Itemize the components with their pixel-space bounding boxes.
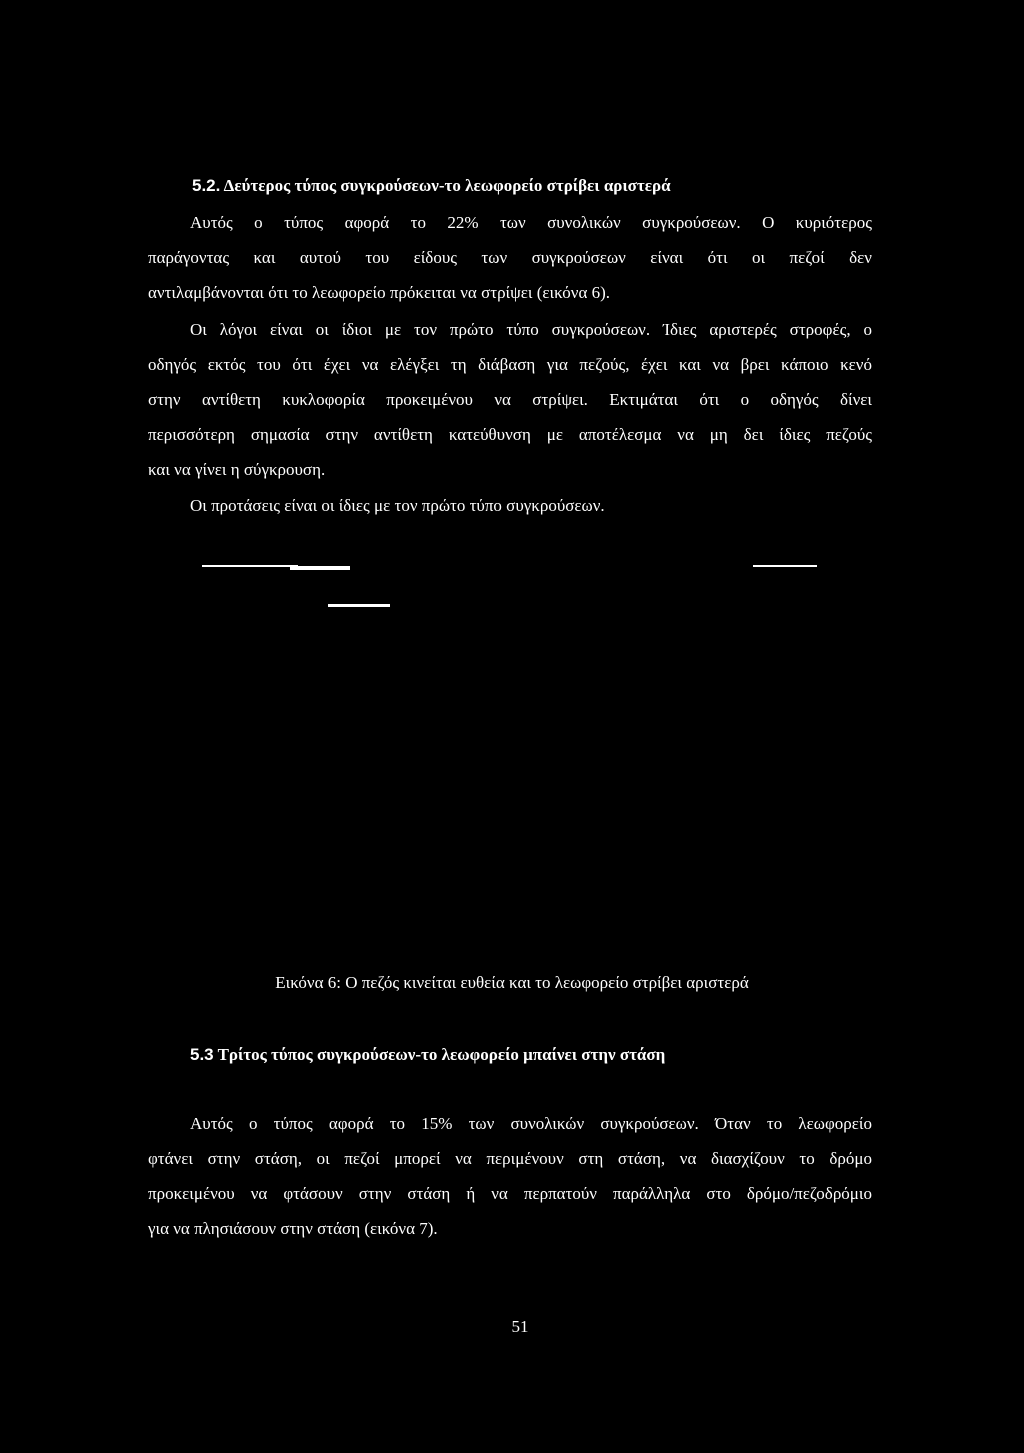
figure-6-caption: Εικόνα 6: Ο πεζός κινείται ευθεία και το λεωφορείο στρίβει αριστερά	[275, 973, 749, 992]
paragraph-line: Οι λόγοι είναι οι ίδιοι με τον πρώτο τύπο συγκρούσεων. Ίδιες αριστερές στροφές, ο	[190, 320, 872, 339]
section-number: 5.2.	[192, 176, 221, 195]
figure-stroke	[328, 604, 390, 607]
section-title: Δεύτερος τύπος συγκρούσεων-το λεωφορείο στρίβει αριστερά	[223, 176, 671, 195]
figure-6-image	[190, 540, 850, 960]
paragraph-line: για να πλησιάσουν στην στάση (εικόνα 7).	[148, 1219, 438, 1238]
paragraph-line: Αυτός ο τύπος αφορά το 22% των συνολικών συγκρούσεων. Ο κυριότερος	[190, 213, 872, 232]
page-number: 51	[511, 1317, 529, 1336]
section-heading-5-3	[190, 1045, 665, 1065]
paragraph-line: προκειμένου να φτάσουν στην στάση ή να περπατούν παράλληλα στο δρόμο/πεζοδρόμιο	[148, 1184, 872, 1203]
paragraph-5-2-1	[148, 205, 872, 310]
paragraph-line: στην αντίθετη κυκλοφορία προκειμένου να στρίψει. Εκτιμάται ότι ο οδηγός δίνει	[148, 390, 872, 409]
section-heading-5-2	[192, 176, 671, 196]
paragraph-5-3-1	[148, 1106, 872, 1246]
paragraph-line: Αυτός ο τύπος αφορά το 15% των συνολικών συγκρούσεων. Όταν το λεωφορείο	[190, 1114, 872, 1133]
paragraph-line: αντιλαμβάνονται ότι το λεωφορείο πρόκειται να στρίψει (εικόνα 6).	[148, 283, 611, 302]
paragraph-5-2-3: Οι προτάσεις είναι οι ίδιες με τον πρώτο τύπο συγκρούσεων.	[190, 496, 605, 515]
paragraph-5-2-2	[148, 312, 872, 487]
paragraph-line: και να γίνει η σύγκρουση.	[148, 460, 326, 479]
paragraph-line: παράγοντας και αυτού του είδους των συγκρούσεων είναι ότι οι πεζοί δεν	[148, 248, 872, 267]
figure-stroke	[202, 565, 298, 567]
figure-stroke	[290, 566, 350, 570]
section-number: 5.3	[190, 1045, 214, 1064]
paragraph-line: φτάνει στην στάση, οι πεζοί μπορεί να περιμένουν στη στάση, να διασχίζουν το δρόμο	[148, 1149, 872, 1168]
section-title: Τρίτος τύπος συγκρούσεων-το λεωφορείο μπαίνει στην στάση	[217, 1045, 666, 1064]
figure-stroke	[753, 565, 817, 567]
paragraph-line: περισσότερη σημασία στην αντίθετη κατεύθυνση με αποτέλεσμα να μη δει ίδιες πεζούς	[148, 425, 872, 444]
paragraph-line: οδηγός εκτός του ότι έχει να ελέγξει τη διάβαση για πεζούς, έχει και να βρει κάποιο κενό	[148, 355, 872, 374]
